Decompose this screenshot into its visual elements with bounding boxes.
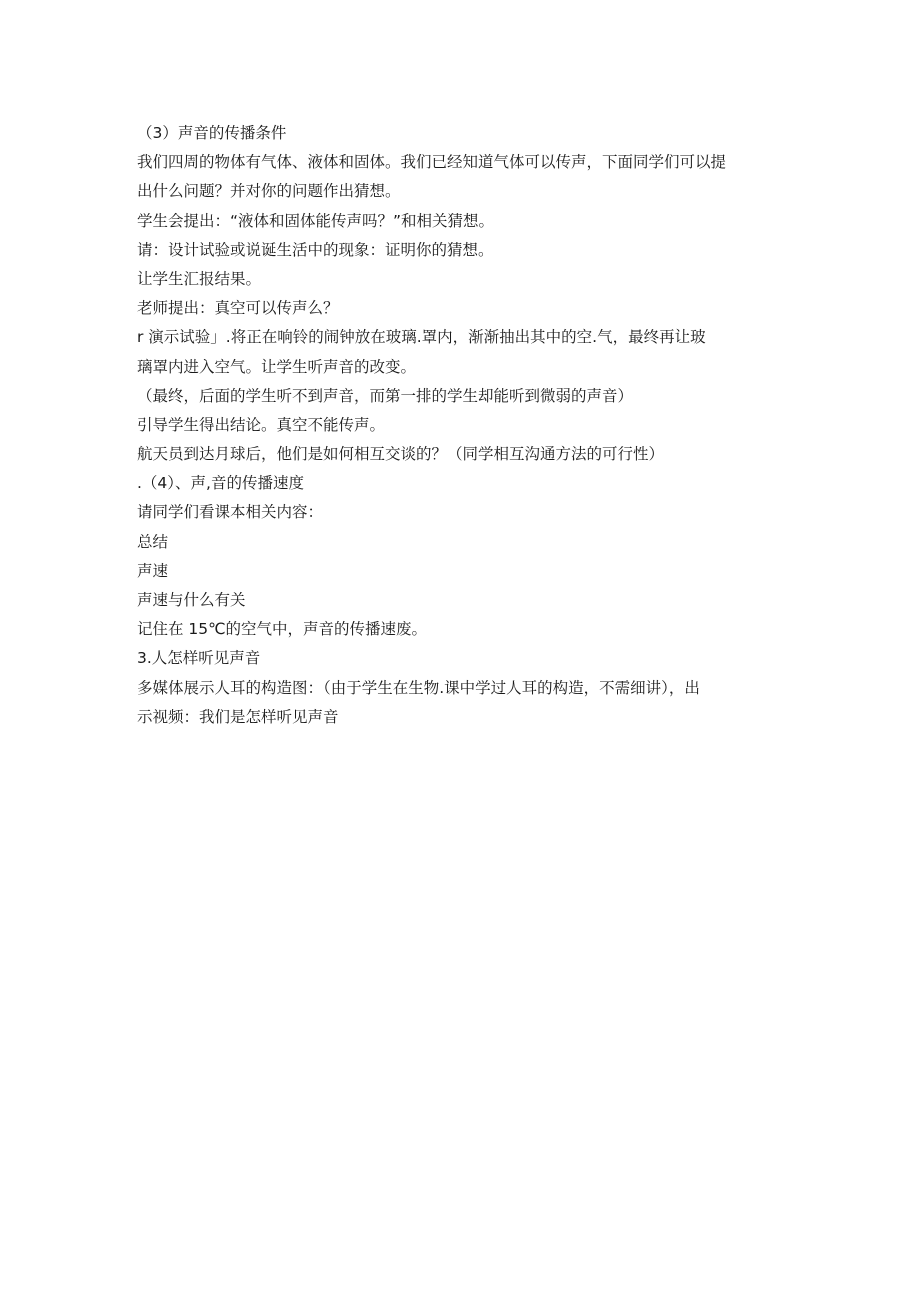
paragraph-line: 学生会提出：“液体和固体能传声吗？”和相关猜想。 (137, 211, 495, 230)
document-body (137, 119, 787, 732)
paragraph-line: 多媒体展示人耳的构造图：（由于学生在生物.课中学过人耳的构造，不需细讲），出 (137, 678, 700, 697)
paragraph-line: 璃罩内进入空气。让学生听声音的改变。 (137, 357, 417, 376)
paragraph-line: 老师提出：真空可以传声么？ (137, 299, 339, 318)
paragraph-line: r 演示试验」.将正在响铃的闹钟放在玻璃.罩内，渐渐抽出其中的空.气，最终再让玻 (137, 328, 706, 347)
paragraph-line: 出什么问题？并对你的问题作出猜想。 (137, 182, 401, 201)
paragraph-line: 总结 (137, 532, 169, 551)
paragraph-line: 让学生汇报结果。 (137, 269, 262, 288)
paragraph-line: 引导学生得出结论。真空不能传声。 (137, 415, 386, 434)
paragraph-line: 请：设计试验或说诞生活中的现象：证明你的猜想。 (137, 240, 494, 259)
paragraph-line: 示视频：我们是怎样听见声音 (137, 707, 339, 726)
paragraph-line: 请同学们看课本相关内容： (137, 503, 324, 522)
section-heading-how-people-hear: 3.人怎样听见声音 (137, 649, 261, 668)
paragraph-line: 航天员到达月球后，他们是如何相互交谈的？（同学相互沟通方法的可行性） (137, 445, 665, 464)
paragraph-line: 声速与什么有关 (137, 591, 246, 609)
paragraph-line: 声速 (137, 561, 169, 580)
paragraph-line: 记住在 15℃的空气中，声音的传播速废。 (137, 620, 428, 639)
section-heading-propagation-conditions: （3）声音的传播条件 (137, 124, 287, 142)
paragraph-line: 我们四周的物体有气体、液体和固体。我们已经知道气体可以传声，下面同学们可以提 (137, 153, 727, 172)
paragraph-line: （最终，后面的学生听不到声音，而第一排的学生却能听到微弱的声音） (137, 386, 634, 405)
section-heading-speed-of-sound: .（4）、声,音的传播速度 (137, 474, 304, 493)
